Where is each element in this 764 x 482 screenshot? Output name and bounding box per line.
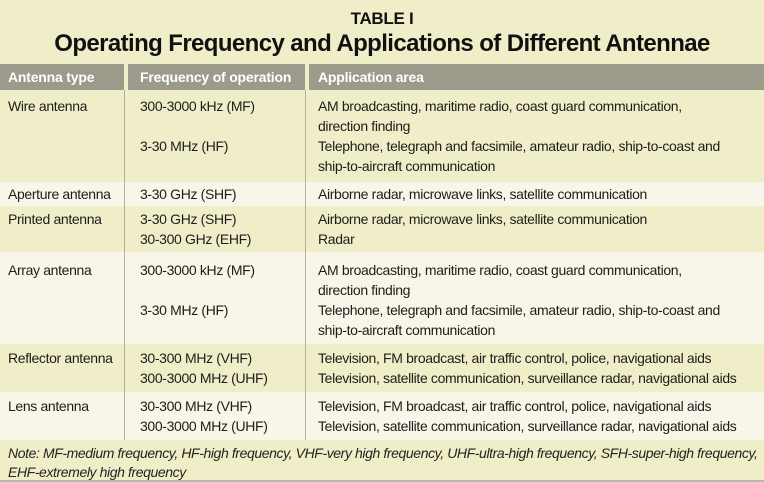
frequency-cell: 3-30 MHz (HF) — [140, 302, 229, 318]
column-divider-line — [124, 90, 125, 440]
antenna-type-cell: Aperture antenna — [8, 186, 111, 202]
application-cell — [305, 260, 764, 300]
application-cell — [305, 348, 764, 368]
application-cell — [305, 209, 764, 229]
footnote-line: EHF-extremely high frequency — [8, 464, 186, 480]
application-line: Television, satellite communication, surveillance radar, navigational aids — [318, 370, 737, 386]
footnote — [0, 440, 764, 480]
frequency-cell: 300-3000 MHz (UHF) — [140, 418, 268, 434]
application-line: Television, FM broadcast, air traffic control, police, navigational aids — [318, 398, 712, 414]
application-cell — [305, 184, 764, 204]
application-line: AM broadcasting, maritime radio, coast guard communication, — [318, 98, 682, 114]
application-cell — [305, 300, 764, 340]
application-cell — [305, 136, 764, 176]
table-row — [0, 392, 764, 440]
antenna-type-cell: Lens antenna — [8, 398, 89, 414]
antenna-type-cell: Wire antenna — [8, 98, 88, 114]
frequency-cell: 300-3000 kHz (MF) — [140, 262, 255, 278]
frequency-cell: 3-30 GHz (SHF) — [140, 186, 237, 202]
frequency-cell: 300-3000 MHz (UHF) — [140, 370, 268, 386]
frequency-cell: 30-300 GHz (EHF) — [140, 231, 252, 247]
table-body — [0, 90, 764, 440]
column-header-antenna-type: Antenna type — [0, 64, 124, 90]
application-cell — [305, 416, 764, 436]
frequency-cell: 3-30 GHz (SHF) — [140, 211, 237, 227]
table-row — [0, 206, 764, 252]
application-line: AM broadcasting, maritime radio, coast guard communication, — [318, 262, 682, 278]
frequency-cell: 30-300 MHz (VHF) — [140, 398, 252, 414]
column-header-application: Application area — [305, 64, 764, 90]
application-line: Telephone, telegraph and facsimile, amateur radio, ship-to-coast and — [318, 138, 720, 154]
page-title: Operating Frequency and Applications of Different Antennae — [54, 29, 710, 57]
frequency-cell: 30-300 MHz (VHF) — [140, 350, 252, 366]
application-line: Television, FM broadcast, air traffic control, police, navigational aids — [318, 350, 712, 366]
column-header-frequency: Frequency of operation — [124, 64, 305, 90]
application-cell — [305, 368, 764, 388]
application-line: ship-to-aircraft communication — [318, 322, 496, 338]
title-block — [0, 0, 764, 64]
application-cell — [305, 96, 764, 136]
application-line: Airborne radar, microwave links, satellite communication — [318, 211, 647, 227]
table-row — [0, 344, 764, 392]
application-line: direction finding — [318, 282, 411, 298]
application-line: direction finding — [318, 118, 411, 134]
application-line: Airborne radar, microwave links, satellite communication — [318, 186, 647, 202]
table-row — [0, 182, 764, 206]
table-row — [0, 90, 764, 182]
frequency-cell: 3-30 MHz (HF) — [140, 138, 229, 154]
footnote-line: Note: MF-medium frequency, HF-high frequency, VHF-very high frequency, UHF-ultra-high frequency, SFH-super-high frequency, — [8, 445, 758, 461]
frequency-cell: 300-3000 kHz (MF) — [140, 98, 255, 114]
application-line: ship-to-aircraft communication — [318, 158, 496, 174]
application-line: Television, satellite communication, surveillance radar, navigational aids — [318, 418, 737, 434]
table-header-row — [0, 64, 764, 90]
antenna-type-cell: Printed antenna — [8, 211, 102, 227]
column-divider-line — [305, 90, 306, 440]
application-cell — [305, 396, 764, 416]
table-number-label: TABLE I — [350, 8, 414, 28]
antenna-type-cell: Array antenna — [8, 262, 92, 278]
application-line: Telephone, telegraph and facsimile, amateur radio, ship-to-coast and — [318, 302, 720, 318]
antenna-type-cell: Reflector antenna — [8, 350, 113, 366]
table-row — [0, 252, 764, 344]
application-line: Radar — [318, 231, 355, 247]
application-cell — [305, 229, 764, 249]
